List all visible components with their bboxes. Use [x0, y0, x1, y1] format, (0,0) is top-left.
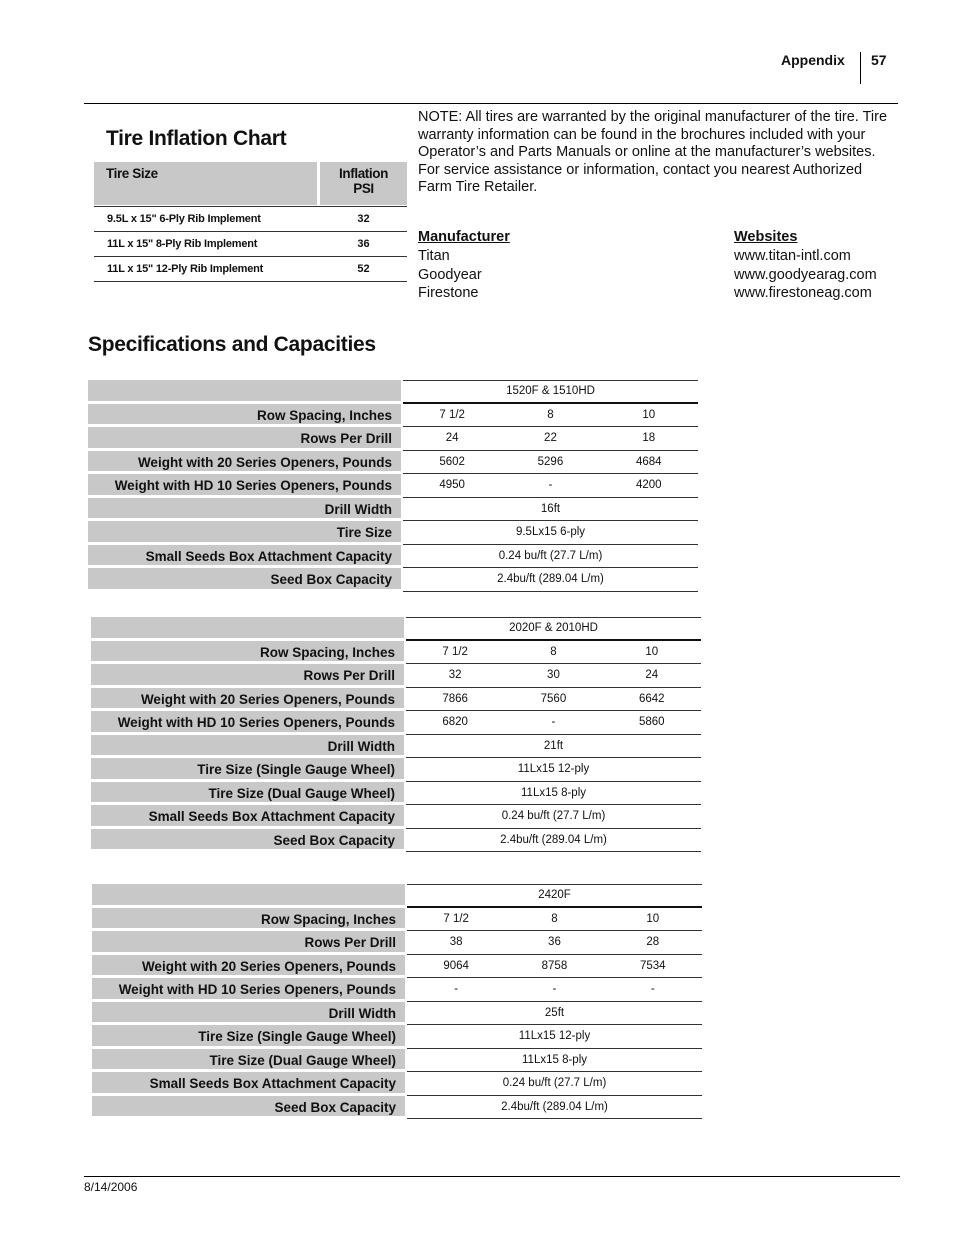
table-row: Rows Per Drill 24 22 18	[88, 427, 698, 451]
spec-table-1520f	[88, 380, 698, 592]
table-row: Seed Box Capacity 2.4bu/ft (289.04 L/m)	[92, 1096, 702, 1120]
table-row: 9.5L x 15" 6-Ply Rib Implement 32	[94, 206, 407, 232]
table-row	[88, 380, 698, 404]
table-row: 11L x 15" 12-Ply Rib Implement 52	[94, 257, 407, 282]
header-divider	[860, 52, 861, 84]
website-list	[734, 247, 877, 303]
manufacturer-heading: Manufacturer	[418, 229, 510, 245]
model-heading: 2420F	[538, 889, 571, 902]
table-row: Weight with HD 10 Series Openers, Pounds - - -	[92, 978, 702, 1002]
list-item: www.goodyearag.com	[734, 266, 877, 283]
websites-heading: Websites	[734, 229, 798, 245]
table-row: Row Spacing, Inches 7 1/2 8 10	[88, 404, 698, 428]
list-item: www.firestoneag.com	[734, 285, 872, 301]
table-row: Small Seeds Box Attachment Capacity 0.24 bu/ft (27.7 L/m)	[88, 545, 698, 569]
list-item: Titan	[418, 248, 450, 264]
table-row: Seed Box Capacity 2.4bu/ft (289.04 L/m)	[91, 829, 701, 853]
model-heading: 2020F & 2010HD	[509, 622, 598, 635]
table-row: Tire Size 9.5Lx15 6-ply	[88, 521, 698, 545]
table-row: Rows Per Drill 38 36 28	[92, 931, 702, 955]
table-row: Row Spacing, Inches 7 1/2 8 10	[91, 641, 701, 665]
bottom-rule	[84, 1176, 900, 1177]
table-row	[91, 617, 701, 641]
list-item: Firestone	[418, 285, 479, 301]
col-inflation-psi: Inflation PSI	[320, 162, 407, 205]
footer-date: 8/14/2006	[84, 1180, 138, 1194]
list-item: www.titan-intl.com	[734, 248, 851, 264]
col-tire-size: Tire Size	[94, 162, 317, 205]
tire-inflation-header	[94, 162, 407, 205]
table-row: Row Spacing, Inches 7 1/2 8 10	[92, 908, 702, 932]
table-row: Drill Width 16ft	[88, 498, 698, 522]
page-number: 57	[871, 52, 887, 68]
table-row: Small Seeds Box Attachment Capacity 0.24 bu/ft (27.7 L/m)	[92, 1072, 702, 1096]
table-row: Tire Size (Single Gauge Wheel) 11Lx15 12-ply	[91, 758, 701, 782]
top-rule	[84, 103, 898, 104]
table-row: Weight with HD 10 Series Openers, Pounds 6820 - 5860	[91, 711, 701, 735]
table-row: Weight with 20 Series Openers, Pounds 5602 5296 4684	[88, 451, 698, 475]
table-row: Weight with 20 Series Openers, Pounds 9064 8758 7534	[92, 955, 702, 979]
table-row: Drill Width 25ft	[92, 1002, 702, 1026]
header-section-title: Appendix	[781, 52, 845, 68]
table-row: Seed Box Capacity 2.4bu/ft (289.04 L/m)	[88, 568, 698, 592]
spec-table-2020f	[91, 617, 701, 852]
tire-inflation-table	[94, 162, 407, 282]
table-row: Drill Width 21ft	[91, 735, 701, 759]
warranty-note: NOTE: All tires are warranted by the original manufacturer of the tire. Tire warranty information can be found in the brochures included with your Operator’s and Parts Manuals or online at the manufacturer’s websites. For service assistance or information, contact you nearest Authorized Farm Tire Retailer.	[418, 109, 888, 195]
tire-inflation-title: Tire Inflation Chart	[106, 127, 287, 150]
table-row: Tire Size (Dual Gauge Wheel) 11Lx15 8-ply	[92, 1049, 702, 1073]
table-row: Weight with 20 Series Openers, Pounds 7866 7560 6642	[91, 688, 701, 712]
manufacturer-list	[418, 247, 482, 303]
table-row: Small Seeds Box Attachment Capacity 0.24 bu/ft (27.7 L/m)	[91, 805, 701, 829]
table-row: Weight with HD 10 Series Openers, Pounds 4950 - 4200	[88, 474, 698, 498]
list-item: Goodyear	[418, 266, 482, 283]
table-row: Tire Size (Single Gauge Wheel) 11Lx15 12-ply	[92, 1025, 702, 1049]
table-row: Rows Per Drill 32 30 24	[91, 664, 701, 688]
table-row	[92, 884, 702, 908]
table-row: Tire Size (Dual Gauge Wheel) 11Lx15 8-ply	[91, 782, 701, 806]
table-row: 11L x 15" 8-Ply Rib Implement 36	[94, 232, 407, 257]
model-heading: 1520F & 1510HD	[506, 385, 595, 398]
spec-table-2420f	[92, 884, 702, 1119]
specifications-title: Specifications and Capacities	[88, 333, 376, 356]
